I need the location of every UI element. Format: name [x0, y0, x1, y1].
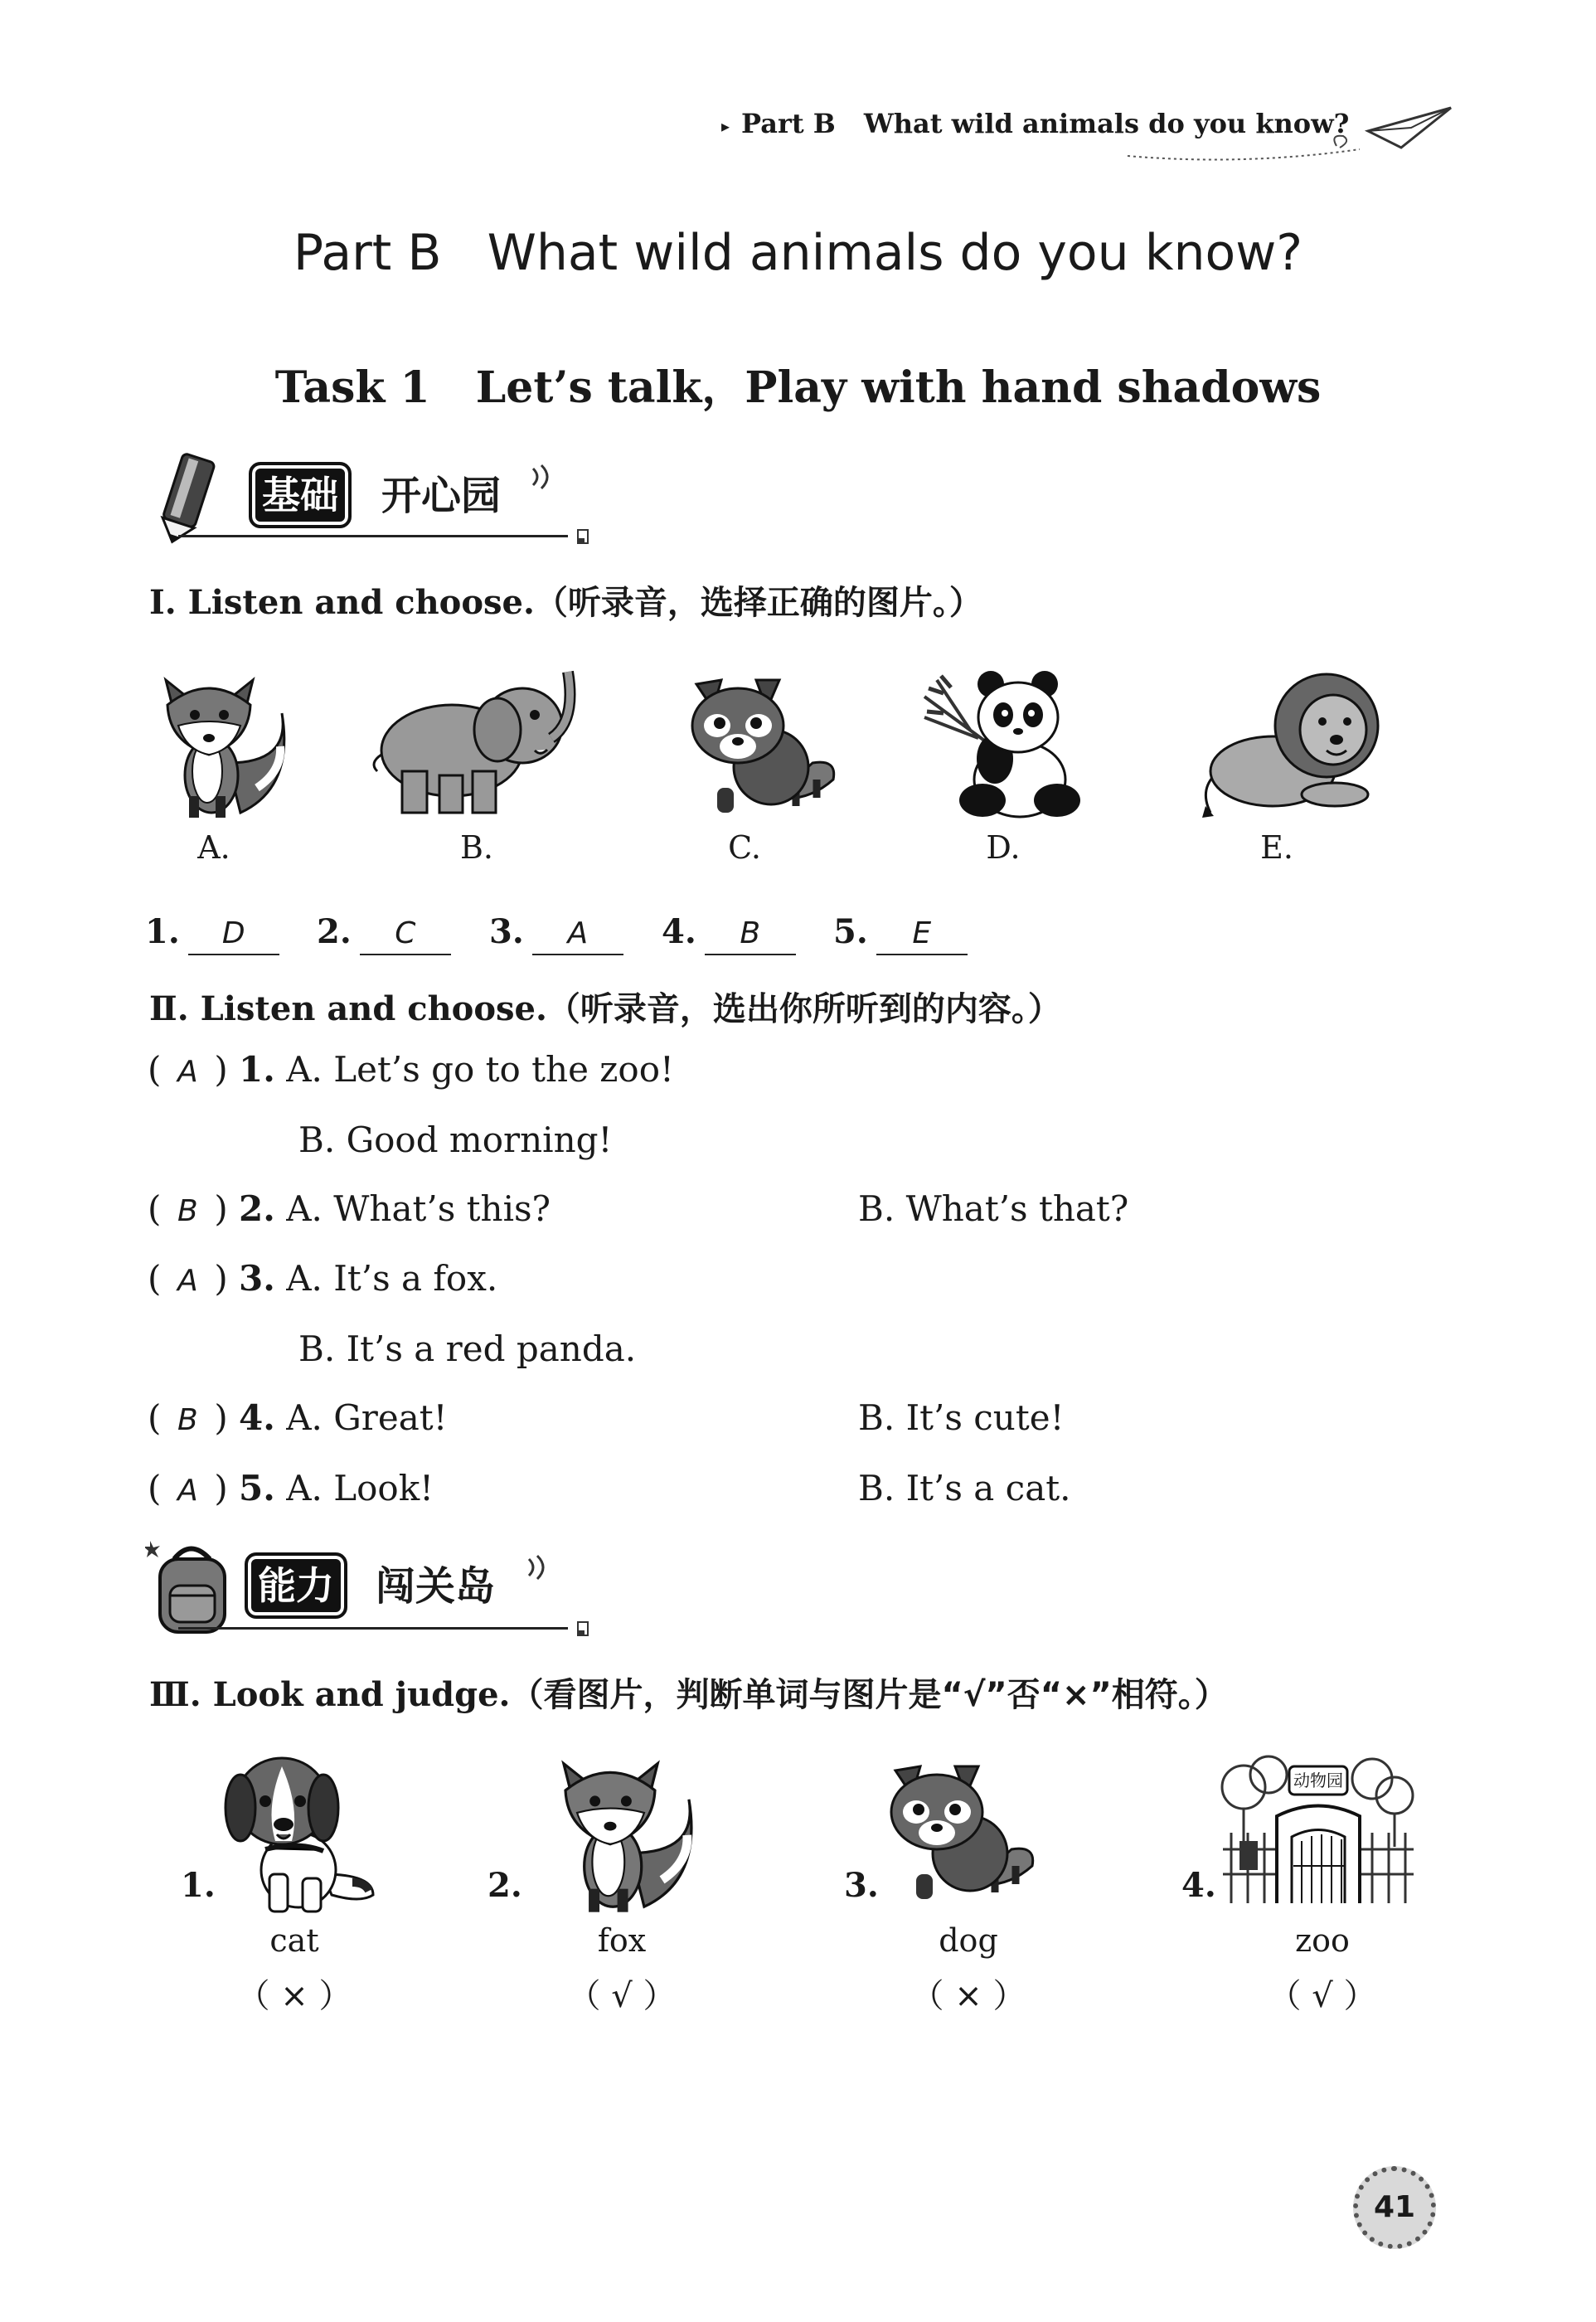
picture-label: A.	[197, 829, 230, 866]
choice-item: ( A ) 3. A. It’s a fox.	[148, 1258, 498, 1299]
choice-option-b: B. It’s a cat.	[858, 1468, 1071, 1508]
judge-number: 2.	[488, 1866, 522, 1905]
note-icon	[575, 527, 591, 546]
running-head: ▸ Part B What wild animals do you know?	[721, 108, 1350, 139]
choice-item: ( A ) 1. A. Let’s go to the zoo!	[148, 1049, 674, 1090]
choice-answer[interactable]: B	[177, 1403, 198, 1437]
answer-item: 4. B	[662, 912, 796, 955]
paper-plane-icon	[1119, 98, 1467, 164]
task-title: Task 1 Let’s talk，Play with hand shadows	[274, 362, 1322, 413]
choice-item: ( B ) 2. A. What’s this?	[148, 1188, 551, 1229]
judge-word: fox	[597, 1922, 647, 1959]
choice-answer[interactable]: B	[177, 1194, 198, 1228]
red-panda-icon	[879, 1750, 1045, 1907]
section-banner-ability	[145, 1534, 609, 1642]
judge-number: 3.	[844, 1866, 879, 1905]
sound-wave-icon	[522, 1552, 555, 1586]
panda-icon	[920, 663, 1094, 821]
judge-word: dog	[939, 1922, 998, 1959]
answer-blank[interactable]: C	[360, 916, 451, 955]
elephant-icon	[365, 663, 589, 821]
choice-option-b: B. It’s a red panda.	[298, 1329, 637, 1369]
fox-icon	[543, 1746, 701, 1916]
section-badge: 基础	[249, 462, 352, 528]
picture-label: B.	[459, 829, 493, 866]
section-title: 开心园	[381, 473, 502, 519]
judge-word: cat	[269, 1922, 319, 1959]
fox-icon	[149, 663, 290, 821]
page-title: Part B What wild animals do you know?	[293, 224, 1303, 282]
answer-blank[interactable]: A	[532, 916, 623, 955]
page-number: 41	[1353, 2166, 1436, 2249]
answer-item: 1. D	[145, 912, 279, 955]
section-banner-basic	[145, 444, 609, 551]
sound-wave-icon	[526, 462, 560, 495]
zoo-gate-icon	[1219, 1750, 1418, 1912]
picture-label: E.	[1260, 829, 1293, 866]
zoo-sign: 动物园	[1293, 1771, 1343, 1790]
judge-word: zoo	[1295, 1922, 1350, 1959]
section-title: 闯关岛	[376, 1563, 496, 1610]
question-3-heading: Ⅲ. Look and judge.（看图片，判断单词与图片是“√”否“×”相符。）	[149, 1675, 1228, 1714]
picture-label: D.	[986, 829, 1021, 866]
answer-blank[interactable]: D	[188, 916, 279, 955]
judge-mark[interactable]: （ × ）	[910, 1977, 1026, 2015]
answer-blank[interactable]: B	[705, 916, 796, 955]
choice-item: ( A ) 5. A. Look!	[148, 1468, 434, 1508]
choice-option-b: B. What’s that?	[858, 1188, 1129, 1229]
answer-blank[interactable]: E	[876, 916, 968, 955]
picture-label: C.	[728, 829, 761, 866]
judge-mark[interactable]: （ √ ）	[567, 1977, 677, 2015]
note-icon	[575, 1619, 591, 1639]
choice-option-b: B. It’s cute!	[858, 1397, 1065, 1438]
answer-item: 2. C	[317, 912, 451, 955]
judge-mark[interactable]: （ × ）	[236, 1977, 352, 2015]
red-panda-icon	[680, 663, 846, 821]
answer-item: 5. E	[833, 912, 968, 955]
judge-mark[interactable]: （ √ ）	[1268, 1977, 1377, 2015]
lion-icon	[1194, 663, 1385, 821]
question-2-heading: Ⅱ. Listen and choose.（听录音，选出你所听到的内容。）	[149, 989, 1061, 1028]
choice-item: ( B ) 4. A. Great!	[148, 1397, 448, 1438]
choice-answer[interactable]: A	[177, 1055, 198, 1089]
choice-answer[interactable]: A	[177, 1474, 198, 1508]
choice-option-b: B. Good morning!	[298, 1120, 613, 1160]
backpack-icon	[145, 1534, 232, 1638]
judge-number: 4.	[1181, 1866, 1216, 1905]
dog-icon	[207, 1750, 381, 1916]
choice-answer[interactable]: A	[177, 1264, 198, 1298]
question-1-heading: Ⅰ. Listen and choose.（听录音，选择正确的图片。）	[149, 583, 982, 622]
answer-item: 3. A	[489, 912, 623, 955]
triangle-bullet-icon: ▸	[721, 115, 730, 136]
judge-number: 1.	[181, 1866, 216, 1905]
section-badge: 能力	[245, 1552, 347, 1619]
pencil-icon	[145, 448, 228, 547]
